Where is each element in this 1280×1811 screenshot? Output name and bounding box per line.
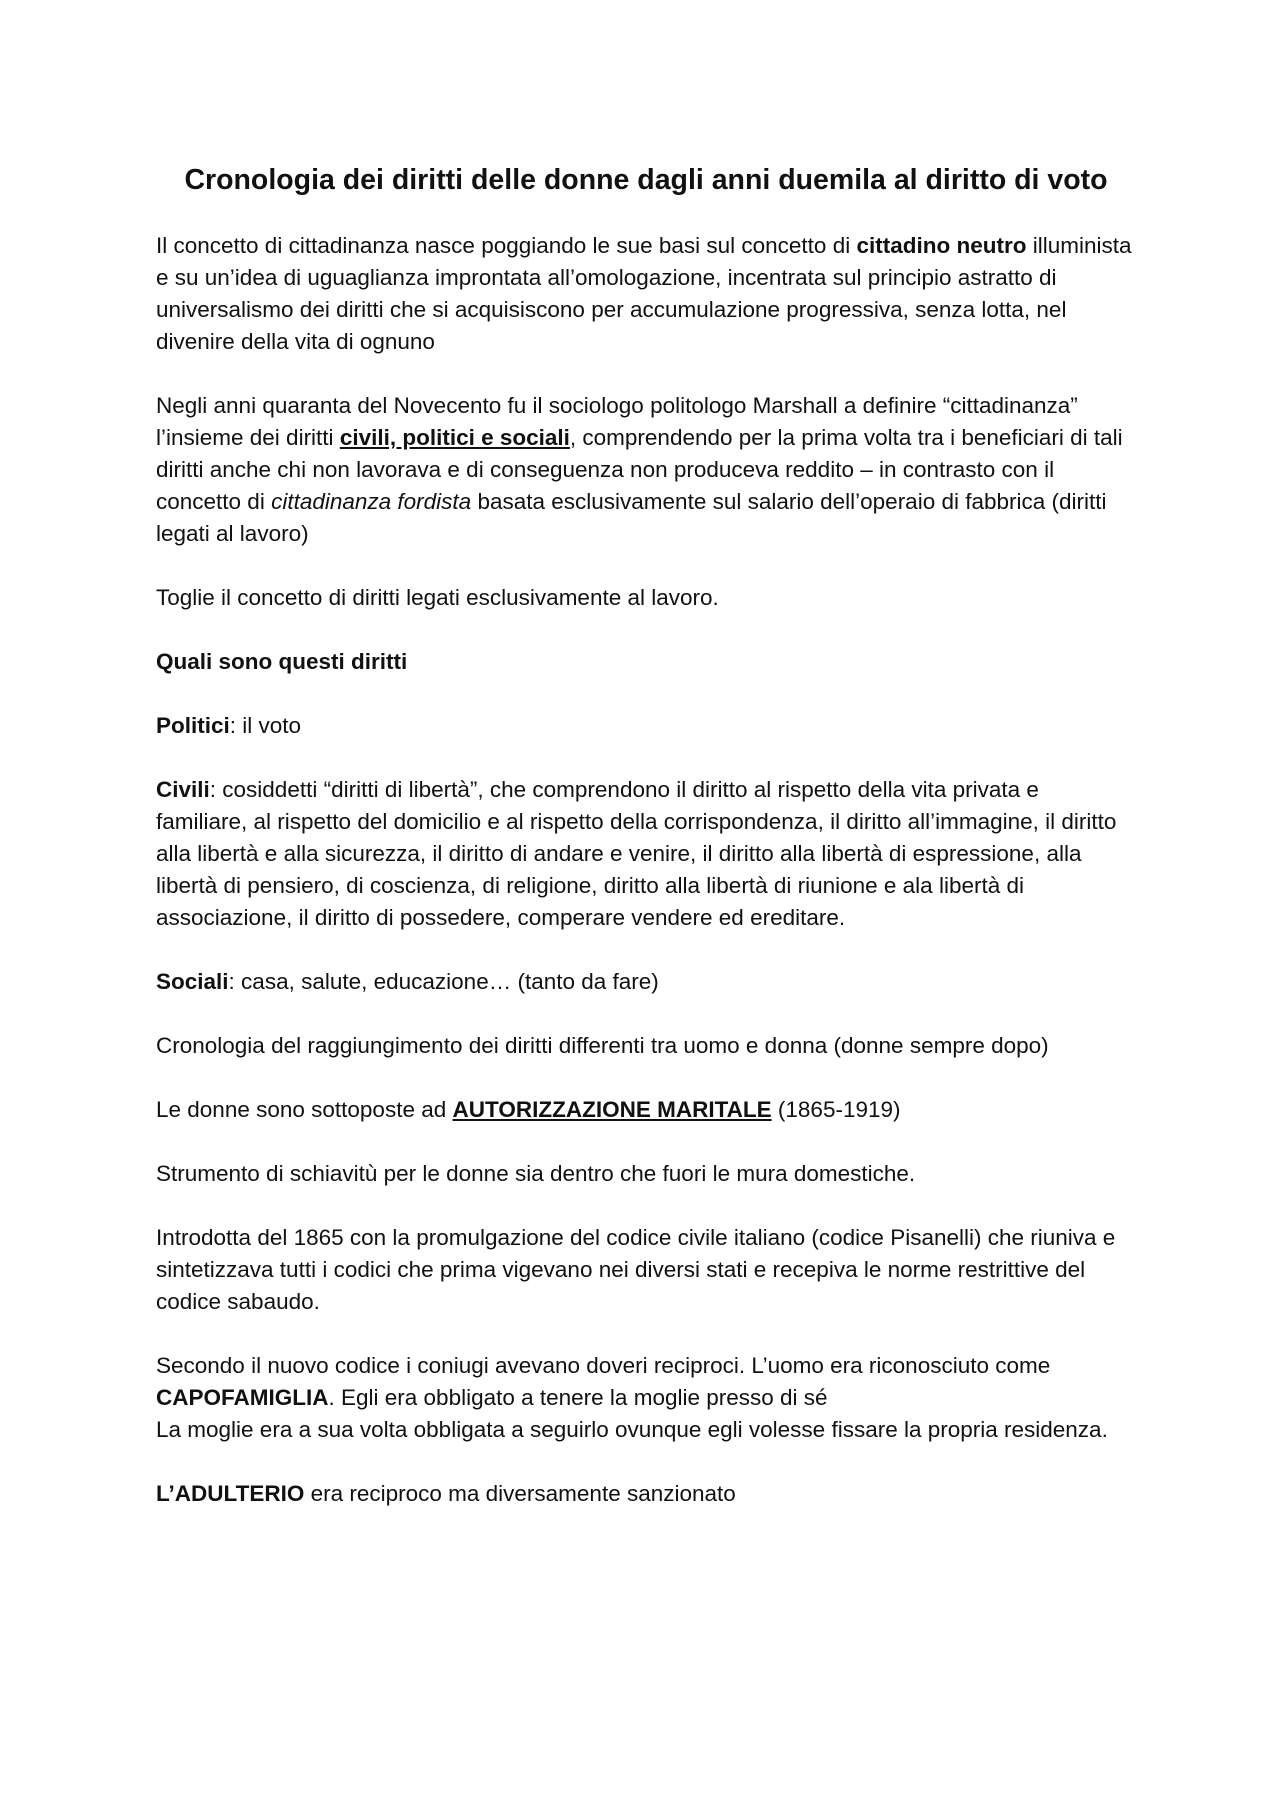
text-run: Secondo il nuovo codice i coniugi avevano doveri reciproci. L’uomo era riconosciuto come <box>156 1353 1051 1378</box>
bold-heading-text: Quali sono questi diritti <box>156 649 408 674</box>
label-sociali: Sociali <box>156 969 229 994</box>
underlined-bold-term-rights <box>340 425 570 450</box>
text-run: Il concetto di cittadinanza nasce poggiando le sue basi sul concetto di <box>156 233 857 258</box>
underline-run: AUTORIZZAZIONE MARITALE <box>452 1097 772 1122</box>
text-run: . Egli era obbligato a tenere la moglie presso di sé <box>328 1385 828 1410</box>
section-heading-quali-diritti <box>156 646 1136 678</box>
text-run: Negli anni quaranta del Novecento fu il sociologo politologo Marshall a definire “cittadinanza” l’insieme dei diritti <box>156 393 1078 450</box>
document-title: Cronologia dei diritti delle donne dagli anni duemila al diritto di voto <box>184 164 1108 196</box>
paragraph-cittadinanza-concept <box>156 230 1136 358</box>
bold-term-capofamiglia: CAPOFAMIGLIA <box>156 1385 329 1410</box>
document-body <box>156 160 1136 1542</box>
text-run: illuminista e su un’idea di uguaglianza improntata all’omologazione, incentrata sul principio astratto di universalismo dei diritti che si acquisiscono per accumulazione progressiva, senza lotta, nel divenire della vita di ognuno <box>156 233 1132 354</box>
paragraph-moglie: La moglie era a sua volta obbligata a seguirlo ovunque egli volesse fissare la propria residenza. <box>156 1417 1108 1442</box>
bold-term-cittadino-neutro: cittadino neutro <box>856 233 1027 258</box>
text-run: basata esclusivamente sul salario dell’operaio di fabbrica (diritti legati al lavoro) <box>156 489 1107 546</box>
italic-term-cittadinanza-fordista: cittadinanza fordista <box>271 489 472 514</box>
label-civili: Civili <box>156 777 210 802</box>
paragraph-introdotta: Introdotta del 1865 con la promulgazione del codice civile italiano (codice Pisanelli) che riuniva e sintetizzava tutti i codici che prima vigevano nei diversi stati e recepiva le norme restrittive del codice sabaudo. <box>156 1225 1116 1314</box>
paragraph-strumento: Strumento di schiavitù per le donne sia dentro che fuori le mura domestiche. <box>156 1161 916 1186</box>
paragraph-toglie: Toglie il concetto di diritti legati esclusivamente al lavoro. <box>156 585 719 610</box>
paragraph-autorizzazione-maritale <box>156 1094 1136 1126</box>
paragraph-marshall <box>156 390 1136 550</box>
paragraph-politici <box>156 710 1136 742</box>
paragraph-adulterio <box>156 1478 1136 1510</box>
text-run: era reciproco ma diversamente sanzionato <box>304 1481 736 1506</box>
text-run: : casa, salute, educazione… (tanto da fare) <box>228 969 659 994</box>
label-adulterio: L’ADULTERIO <box>156 1481 305 1506</box>
text-run: : cosiddetti “diritti di libertà”, che comprendono il diritto al rispetto della vita privata e familiare, al rispetto del domicilio e al rispetto della corrispondenza, il diritto all’immagine, il diritto alla libertà e alla sicurezza, il diritto di andare e venire, il diritto alla libertà di espressione, alla libertà di pensiero, di coscienza, di religione, diritto alla libertà di riunione e ala libertà di associazione, il diritto di possedere, comperare vendere ed ereditare. <box>156 777 1117 930</box>
label-politici: Politici <box>156 713 230 738</box>
paragraph-nuovo-codice <box>156 1350 1136 1414</box>
text-run: (1865-1919) <box>771 1097 901 1122</box>
text-run: : il voto <box>229 713 302 738</box>
text-run: Le donne sono sottoposte ad <box>156 1097 453 1122</box>
underlined-bold-term-autorizzazione <box>453 1097 772 1122</box>
paragraph-sociali <box>156 966 1136 998</box>
underline-run: civili, politici e sociali <box>339 425 570 450</box>
paragraph-civili <box>156 774 1136 934</box>
paragraph-cronologia: Cronologia del raggiungimento dei diritti differenti tra uomo e donna (donne sempre dopo) <box>156 1033 1049 1058</box>
text-run: , comprendendo per la prima volta tra i beneficiari di tali diritti anche chi non lavorava e di conseguenza non produceva reddito – in contrasto con il concetto di <box>156 425 1123 514</box>
